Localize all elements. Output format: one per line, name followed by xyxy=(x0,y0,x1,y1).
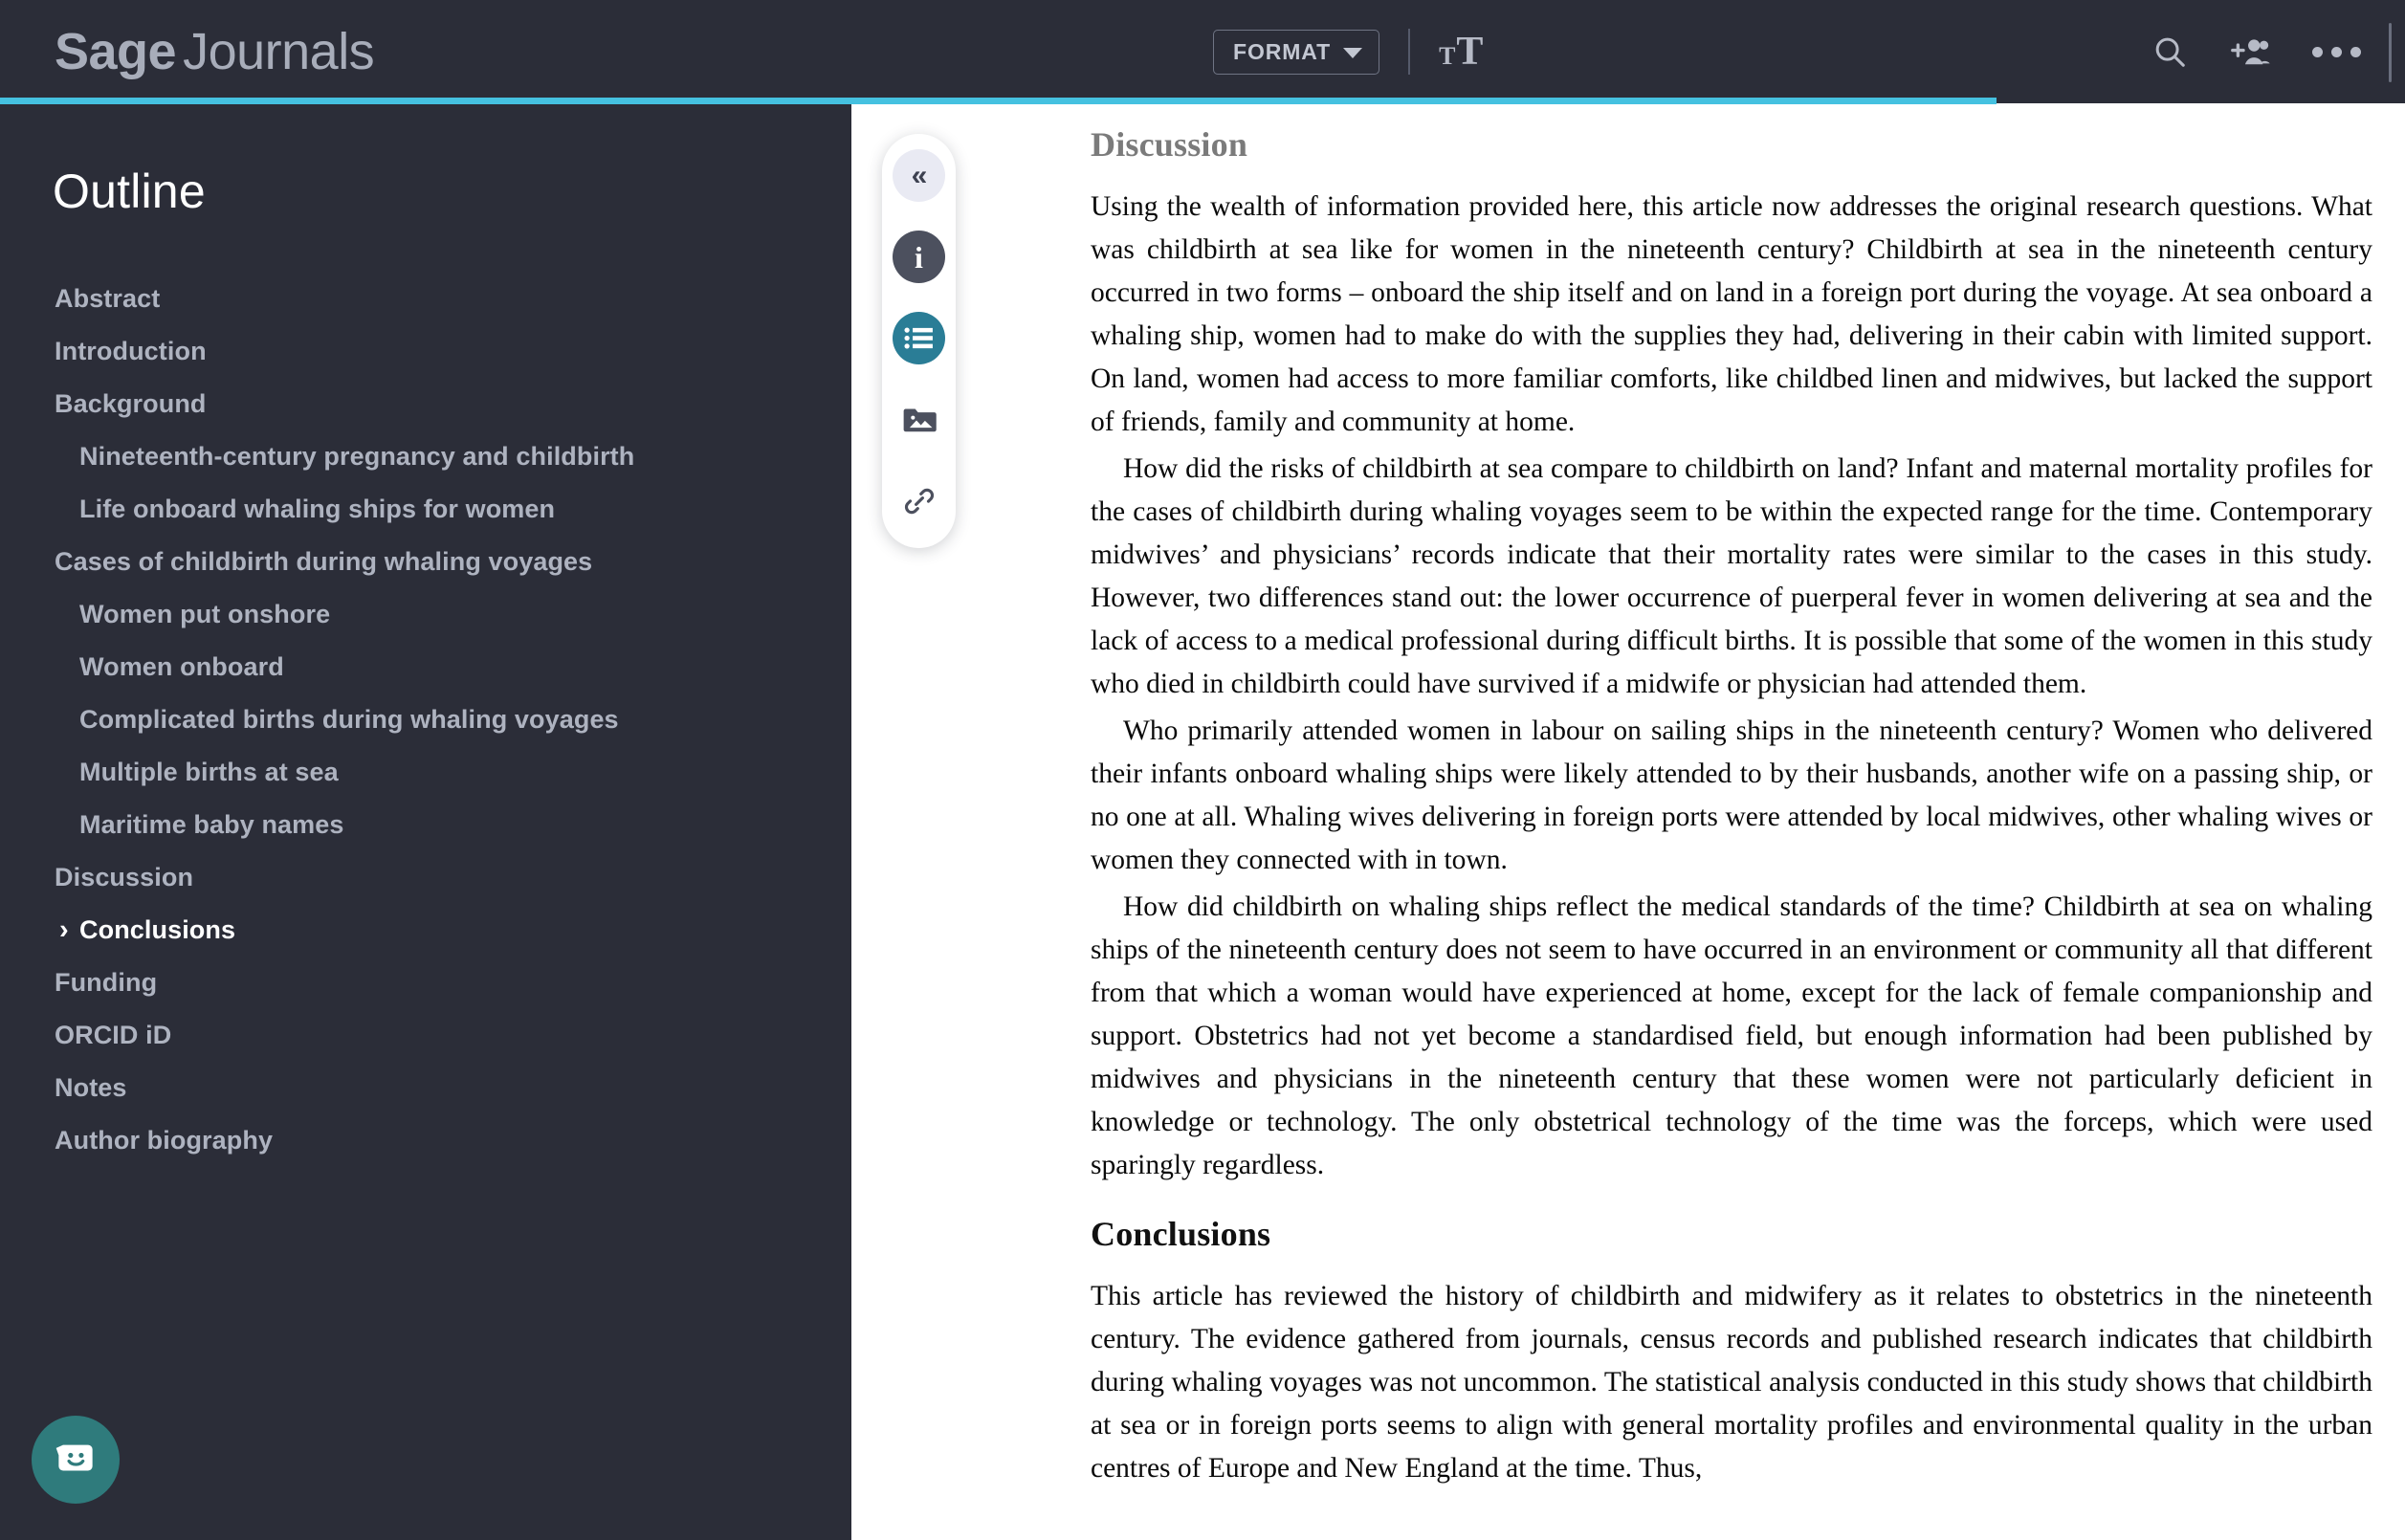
sidebar-item-label: ORCID iD xyxy=(55,1021,172,1049)
sidebar-item-women-put-onshore[interactable] xyxy=(0,588,851,641)
sidebar-item-label: Complicated births during whaling voyages xyxy=(79,705,619,734)
more-options-button[interactable] xyxy=(2308,43,2365,61)
sidebar-item-author-biography[interactable] xyxy=(0,1114,851,1167)
figures-button[interactable] xyxy=(893,393,945,446)
discussion-paragraph-4: How did childbirth on whaling ships reflect the medical standards of the time? Childbirth at sea on whaling ships of the nineteenth century does not seem to have occurred in an environment or community all that different from that which a woman would have experienced at home, except for the lack of female companionship and support. Obstetrics had not yet become a standardised field, but enough information had been published by midwives and physicians in the nineteenth century that these women were not particularly deficient in knowledge or technology. The only obstetrical technology of the time was the forceps, which were used sparingly regardless. xyxy=(1091,891,2372,1180)
article-content xyxy=(851,103,2405,1540)
feedback-button[interactable] xyxy=(32,1416,120,1504)
reading-progress-fill xyxy=(0,98,1997,104)
sidebar-item-funding[interactable] xyxy=(0,957,851,1009)
text-size-button[interactable] xyxy=(1439,32,1483,72)
add-people-icon xyxy=(2230,35,2270,68)
sidebar-item-label: Multiple births at sea xyxy=(79,758,339,786)
discussion-paragraphs xyxy=(1091,186,2372,1187)
sidebar-item-label: Nineteenth-century pregnancy and childbirth xyxy=(79,442,635,471)
header-divider xyxy=(1408,29,1410,75)
app-header xyxy=(0,0,2405,103)
sidebar-item-cases-of-childbirth-during-whaling-voyages[interactable] xyxy=(0,536,851,588)
sidebar-item-label: Conclusions xyxy=(79,915,236,944)
links-button[interactable] xyxy=(893,474,945,527)
outline-sidebar xyxy=(0,103,851,1540)
feedback-smiley-icon xyxy=(54,1438,98,1482)
conclusions-paragraphs xyxy=(1091,1275,2372,1490)
section-heading-discussion: Discussion xyxy=(1091,125,1248,164)
brand-primary: Sage xyxy=(55,23,177,80)
sidebar-item-label: Discussion xyxy=(55,863,194,891)
sidebar-item-maritime-baby-names[interactable] xyxy=(0,799,851,851)
chevron-down-icon xyxy=(1343,48,1362,58)
sidebar-item-label: Introduction xyxy=(55,337,207,365)
sidebar-item-complicated-births-during-whaling-voyages[interactable] xyxy=(0,693,851,746)
link-chain-icon xyxy=(903,485,936,517)
text-size-small-glyph: T xyxy=(1439,42,1456,70)
list-icon xyxy=(904,326,934,350)
conclusions-paragraph-1: This article has reviewed the history of childbirth and midwifery as it relates to obstetrics in the nineteenth century. The evidence gathered from journals, census records and published research indicates that childbirth during whaling voyages was not uncommon. The statistical analysis conducted in this study shows that childbirth at sea or in foreign ports seems to align with general mortality profiles and environmental quality in the urban centres of Europe and New England at the time. Thus, xyxy=(1091,1281,2372,1484)
collapse-panel-button[interactable] xyxy=(893,149,945,202)
search-icon xyxy=(2151,33,2188,70)
sidebar-item-notes[interactable] xyxy=(0,1062,851,1114)
sidebar-item-label: Abstract xyxy=(55,284,161,313)
sidebar-item-label: Cases of childbirth during whaling voyages xyxy=(55,547,593,576)
search-button[interactable] xyxy=(2148,30,2192,74)
section-heading-conclusions: Conclusions xyxy=(1091,1215,1271,1253)
article-body xyxy=(851,103,2405,1490)
sidebar-item-introduction[interactable] xyxy=(0,325,851,378)
sidebar-item-multiple-births-at-sea[interactable] xyxy=(0,746,851,799)
sidebar-item-label: Life onboard whaling ships for women xyxy=(79,495,556,523)
sidebar-item-women-onboard[interactable] xyxy=(0,641,851,693)
sidebar-item-abstract[interactable] xyxy=(0,273,851,325)
sidebar-item-discussion[interactable] xyxy=(0,851,851,904)
chevron-right-icon: › xyxy=(59,913,69,945)
more-options-icon xyxy=(2312,47,2361,57)
text-size-large-glyph: T xyxy=(1456,30,1484,74)
page-title: Outline xyxy=(53,165,206,218)
reading-progress-track xyxy=(0,98,2405,104)
image-folder-icon xyxy=(902,406,937,434)
info-button[interactable] xyxy=(893,231,945,283)
article-tool-rail xyxy=(882,134,956,548)
sidebar-item-label: Notes xyxy=(55,1073,127,1102)
outline-button[interactable] xyxy=(893,312,945,364)
double-chevron-left-icon: « xyxy=(911,159,925,191)
header-center-controls xyxy=(1213,29,1483,75)
sage-journals-logo[interactable] xyxy=(55,22,374,81)
sidebar-item-nineteenth-century-pregnancy-and-childbirth[interactable] xyxy=(0,430,851,483)
format-button-label: FORMAT xyxy=(1233,38,1332,64)
sidebar-item-label: Author biography xyxy=(55,1126,274,1155)
sidebar-item-label: Maritime baby names xyxy=(79,810,344,839)
format-button[interactable] xyxy=(1213,30,1379,75)
discussion-paragraph-3: Who primarily attended women in labour on sailing ships in the nineteenth century? Women who delivered their infants onboard whaling ships were likely attended to by their husbands, another wife on a passing ship, or no one at all. Whaling wives delivering in foreign ports were attended by local midwives, other whaling wives or women they connected with in town. xyxy=(1091,715,2372,875)
sidebar-item-label: Women onboard xyxy=(79,652,284,681)
sidebar-item-orcid-id[interactable] xyxy=(0,1009,851,1062)
sidebar-item-background[interactable] xyxy=(0,378,851,430)
sidebar-item-conclusions[interactable] xyxy=(0,904,851,957)
discussion-paragraph-2: How did the risks of childbirth at sea compare to childbirth on land? Infant and maternal mortality profiles for the cases of childbirth during whaling voyages seem to be within the expected range for the time. Contemporary midwives’ and physicians’ records indicate that their mortality rates were similar to the cases in this study. However, two differences stand out: the lower occurrence of puerperal fever in women delivering at sea and the lack of access to a medical professional during difficult births. It is possible that some of the women in this study who died in childbirth could have survived if a midwife or physician had attended them. xyxy=(1091,453,2372,699)
outline-list xyxy=(0,273,851,1167)
sidebar-item-label: Funding xyxy=(55,968,158,997)
page-scrollbar[interactable] xyxy=(2389,23,2392,82)
info-icon: i xyxy=(915,239,923,275)
header-right-controls xyxy=(2148,30,2405,74)
discussion-paragraph-1: Using the wealth of information provided here, this article now addresses the original research questions. What was childbirth at sea like for women in the nineteenth century? Childbirth at sea in the nineteenth century occurred in two forms – onboard the ship itself and on land in a foreign port during the voyage. At sea onboard a whaling ship, women had to make do with the supplies they had, delivering in their cabin with limited support. On land, women had access to more familiar comforts, like childbed linen and midwives, but lacked the support of friends, family and community at home. xyxy=(1091,191,2372,437)
add-people-button[interactable] xyxy=(2226,32,2274,72)
brand-secondary: Journals xyxy=(183,23,375,80)
sidebar-item-label: Background xyxy=(55,389,207,418)
sidebar-item-label: Women put onshore xyxy=(79,600,331,628)
sidebar-item-life-onboard-whaling-ships-for-women[interactable] xyxy=(0,483,851,536)
